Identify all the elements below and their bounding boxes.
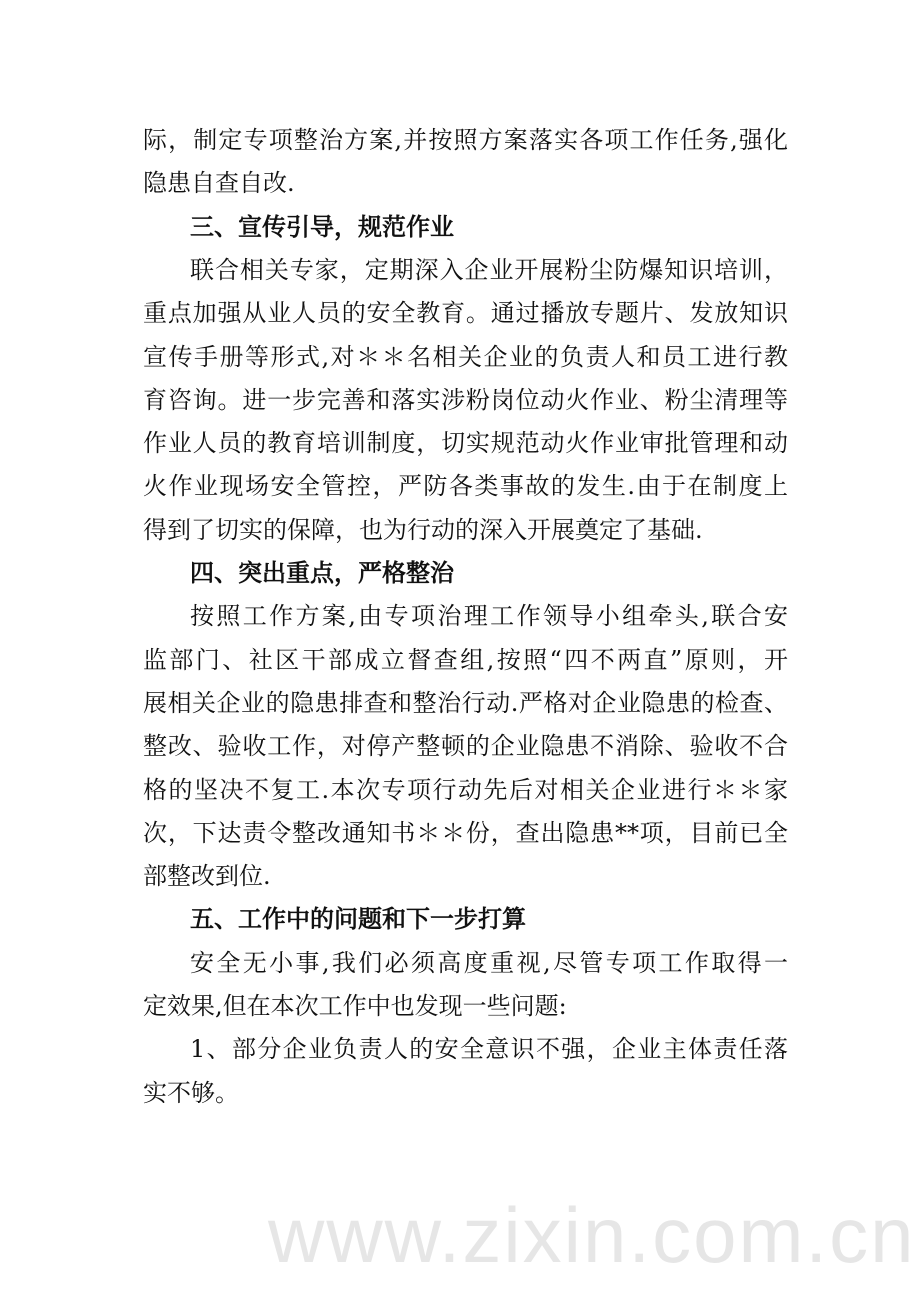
text-line: 宣传手册等形式,对＊＊名相关企业的负责人和员工进行教 xyxy=(143,342,788,371)
text-line: 部整改到位. xyxy=(143,862,271,891)
text-line: 得到了切实的保障，也为行动的深入开展奠定了基础. xyxy=(143,515,703,544)
text-line: 整改、验收工作，对停产整顿的企业隐患不消除、验收不合 xyxy=(143,732,788,761)
text-line: 隐患自查自改. xyxy=(143,169,295,198)
section-heading: 四、突出重点，严格整治 xyxy=(190,559,454,587)
text-line: 格的坚决不复工.本次专项行动先后对相关企业进行＊＊家 xyxy=(143,775,788,804)
section-heading: 五、工作中的问题和下一步打算 xyxy=(190,905,526,934)
text-line: 育咨询。进一步完善和落实涉粉岗位动火作业、粉尘清理等 xyxy=(143,385,788,414)
text-line: 安全无小事,我们必须高度重视,尽管专项工作取得一 xyxy=(190,948,788,977)
text-line: 定效果,但在本次工作中也发现一些问题: xyxy=(143,992,567,1020)
watermark: www.zixin.com.cn xyxy=(268,1191,916,1279)
section-heading: 三、宣传引导，规范作业 xyxy=(190,212,454,241)
text-line: 际，制定专项整治方案,并按照方案落实各项工作任务,强化 xyxy=(143,126,788,154)
text-line: 作业人员的教育培训制度，切实规范动火作业审批管理和动 xyxy=(143,429,788,458)
text-line: 次，下达责令整改通知书＊＊份，查出隐患**项，目前已全 xyxy=(143,818,788,847)
text-line: 实不够。 xyxy=(143,1078,239,1107)
text-line: 展相关企业的隐患排查和整治行动.严格对企业隐患的检查、 xyxy=(143,688,788,717)
text-line: 联合相关专家，定期深入企业开展粉尘防爆知识培训， xyxy=(190,255,788,284)
text-line: 重点加强从业人员的安全教育。通过播放专题片、发放知识 xyxy=(143,299,788,328)
text-line: 1、部分企业负责人的安全意识不强，企业主体责任落 xyxy=(190,1035,788,1064)
text-line: 按照工作方案,由专项治理工作领导小组牵头,联合安 xyxy=(190,602,788,631)
text-line: 监部门、社区干部成立督查组,按照“四不两直”原则，开 xyxy=(143,645,788,674)
text-line: 火作业现场安全管控，严防各类事故的发生.由于在制度上 xyxy=(143,472,788,501)
